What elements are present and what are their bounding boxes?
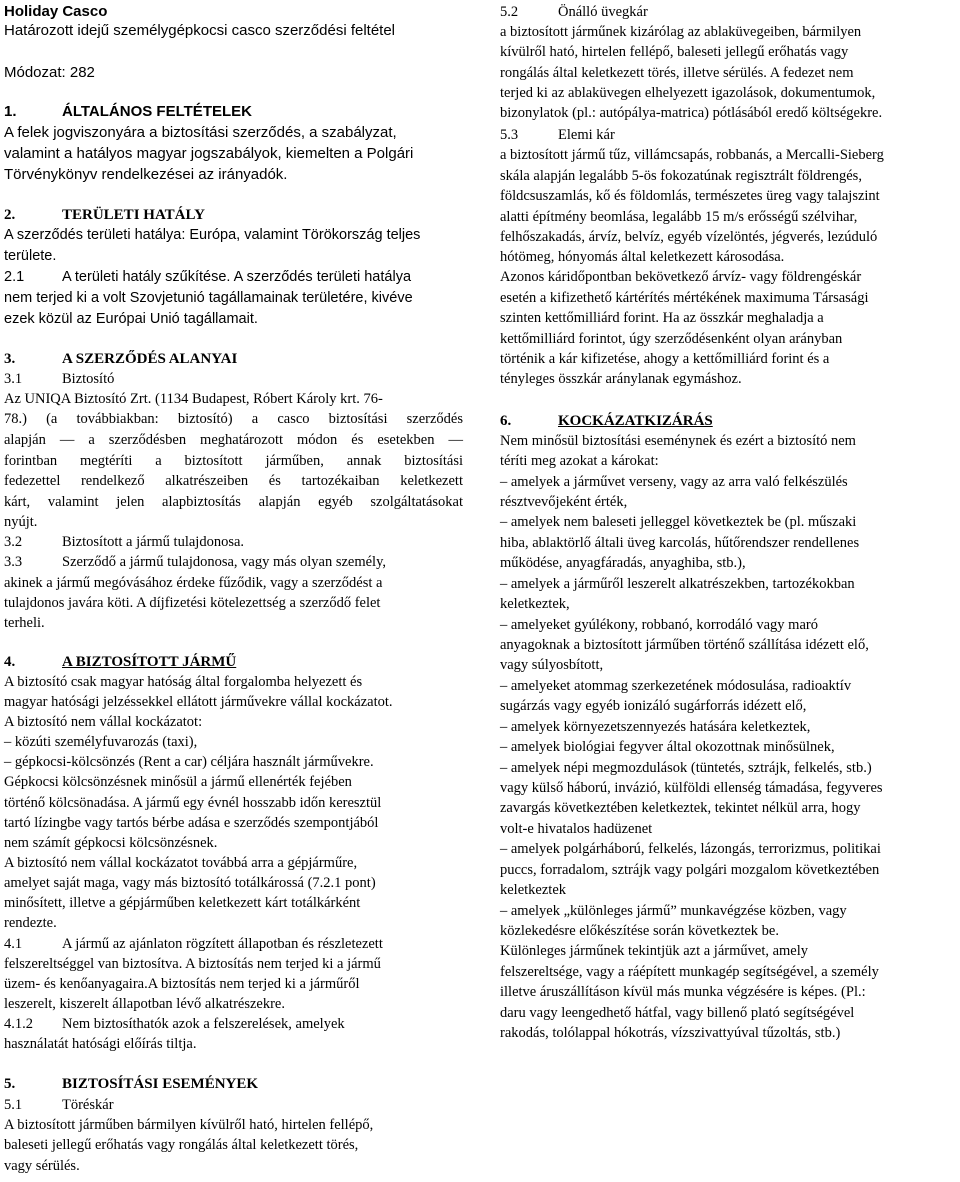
section-5-3-number: 5.3 <box>500 127 519 143</box>
section-5-3-line: szinten kettőmilliárd forint. Ha az összkár meghaladja a <box>500 310 824 326</box>
section-6-line: daru vagy leengedhető hátfal, vagy billenő plató segítségével <box>500 1005 855 1021</box>
section-2-1-line <box>4 268 411 286</box>
section-1-line: Törvénykönyv rendelkezései az irányadók. <box>4 166 288 183</box>
section-5-3-line: történik a kár kifizetése, ahogy a kettőmilliárd forint és a <box>500 351 830 367</box>
section-4-1-2-line <box>4 1015 345 1033</box>
section-3-1-title: Biztosító <box>62 371 115 387</box>
section-6-line: – amelyeket atommag szerkezetének módosulása, radioaktív <box>500 678 852 694</box>
section-3-2-line <box>4 533 244 551</box>
section-4-line: nem számít gépkocsi kölcsönzésnek. <box>4 835 218 851</box>
section-1-heading <box>4 103 252 121</box>
section-4-line: A biztosító csak magyar hatóság által forgalomba helyezett és <box>4 674 363 690</box>
section-3-3-line <box>4 553 386 571</box>
doc-title: Holiday Casco <box>4 3 108 20</box>
section-4-line: magyar hatósági jelzéssekkel ellátott járművekre vállal kockázatot. <box>4 694 393 710</box>
section-3-1-line: kárt, valamint jelen alapbiztosítás alapján egyéb szolgáltatásokat <box>4 494 463 510</box>
section-6-line: illetve áruszállításon kívül más munka végzésére is képes. (Pl.: <box>500 984 866 1000</box>
section-5-2-heading <box>500 3 648 21</box>
section-4-number: 4. <box>4 654 16 670</box>
section-6-line: felszereltsége, vagy a ráépített munkagép segítségével, a személy <box>500 964 879 980</box>
section-6-line: – amelyek nem baleseti jelleggel következtek be (pl. műszaki <box>500 514 857 530</box>
section-3-2-text: Biztosított a jármű tulajdonosa. <box>62 534 245 550</box>
section-6-line: – amelyek biológiai fegyver által okozottnak minősülnek, <box>500 739 835 755</box>
section-5-3-heading <box>500 126 615 144</box>
section-2-title: TERÜLETI HATÁLY <box>62 207 205 223</box>
modozat: Módozat: 282 <box>4 64 95 81</box>
section-4-line: – gépkocsi-kölcsönzés (Rent a car) céljára használt járművekre. <box>4 754 374 770</box>
section-4-1-2-text: Nem biztosíthatók azok a felszerelések, amelyek <box>62 1016 345 1032</box>
section-4-1-text: A jármű az ajánlaton rögzített állapotban és részletezett <box>62 936 383 952</box>
section-4-1-2-number: 4.1.2 <box>4 1016 33 1032</box>
section-6-line: zavargás következtében keletkeztek, tekintet nélkül arra, hogy <box>500 800 861 816</box>
section-5-2-number: 5.2 <box>500 4 519 20</box>
section-5-1-number: 5.1 <box>4 1097 23 1113</box>
section-2-heading <box>4 206 205 224</box>
section-5-2-line: a biztosított járműnek kizárólag az ablaküvegeiben, bármilyen <box>500 24 862 40</box>
section-3-2-number: 3.2 <box>4 534 23 550</box>
section-6-heading <box>500 412 713 430</box>
section-2-1-title: A területi hatály szűkítése. <box>62 269 231 285</box>
section-4-heading <box>4 653 236 671</box>
section-6-line: rakodás, tolólappal hókotrás, vízszivattyúval tűzoltás, stb.) <box>500 1025 841 1041</box>
section-2-1-line: nem terjed ki a volt Szovjetunió tagállamainak területére, kivéve <box>4 290 413 306</box>
section-3-number: 3. <box>4 351 16 367</box>
section-6-line: téríti meg azokat a károkat: <box>500 453 659 469</box>
section-6-line: Különleges járműnek tekintjük azt a járművet, amely <box>500 943 809 959</box>
section-5-title: BIZTOSÍTÁSI ESEMÉNYEK <box>62 1076 259 1092</box>
section-1-line: valamint a hatályos magyar jogszabályok, kiemelten a Polgári <box>4 145 414 162</box>
section-6-line: keletkeztek, <box>500 596 570 612</box>
section-5-3-line: földcsuszamlás, kő és földomlás, természetes üreg vagy talajszint <box>500 188 880 204</box>
section-5-2-line: rongálás által keletkezett törés, illetve sérülés. A fedezet nem <box>500 65 854 81</box>
section-4-line: A biztosító nem vállal kockázatot továbbá arra a gépjárműre, <box>4 855 358 871</box>
section-4-1-line <box>4 935 383 953</box>
section-4-1-line: felszereltséggel van biztosítva. A biztosítás nem terjed ki a jármű <box>4 956 381 972</box>
section-6-line: – amelyek környezetszennyezés hatására keletkeztek, <box>500 719 811 735</box>
section-5-3-line: skála alapján legalább 5-ös fokozatúnak regisztrált földrengés, <box>500 168 862 184</box>
section-5-1-title: Töréskár <box>62 1097 114 1113</box>
section-1-line: A felek jogviszonyára a biztosítási szerződés, a szabályzat, <box>4 124 397 141</box>
section-5-heading <box>4 1075 258 1093</box>
section-4-line: amelyet saját maga, vagy más biztosító totálkárossá (7.2.1 pont) <box>4 875 376 891</box>
section-6-line: puccs, forradalom, sztrájk vagy polgári mozgalom következtében <box>500 862 880 878</box>
section-6-line: hiba, ablaktörlő általi üveg karcolás, hűtőrendszer rendellenes <box>500 535 860 551</box>
section-5-2-line: terjed ki az ablaküvegen elhelyezett igazolások, dokumentumok, <box>500 85 876 101</box>
section-2-1-number: 2.1 <box>4 269 25 285</box>
section-4-line: rendezte. <box>4 915 57 931</box>
section-4-line: minősített, illetve a gépjárműben keletkezett kárt totálkárként <box>4 895 361 911</box>
section-6-line: vagy külső háború, invázió, külföldi ellenség támadása, fegyveres <box>500 780 883 796</box>
section-3-heading <box>4 350 237 368</box>
section-6-line: – amelyek a járművet verseny, vagy az arra való felkészülés <box>500 474 848 490</box>
section-3-1-number: 3.1 <box>4 371 23 387</box>
section-5-2-line: bizonylatok (pl.: autópálya-matrica) pótlásából eredő költségekre. <box>500 105 883 121</box>
section-4-1-2-line: használatát hatósági előírás tiltja. <box>4 1036 197 1052</box>
section-5-3-line: kettőmilliárd forintot, úgy szerződésenként olyan arányban <box>500 331 843 347</box>
section-6-line: résztvevőjeként érték, <box>500 494 628 510</box>
section-5-3-line: alatti építmény beomlása, legalább 15 m/s erősségű szélvihar, <box>500 209 858 225</box>
section-6-line: volt-e hivatalos hadüzenet <box>500 821 653 837</box>
section-2-1-line: ezek közül az Európai Unió tagállamait. <box>4 311 258 327</box>
section-3-3-text: Szerződő a jármű tulajdonosa, vagy más olyan személy, <box>62 554 387 570</box>
section-5-3-title: Elemi kár <box>558 127 615 143</box>
section-6-number: 6. <box>500 413 512 429</box>
section-3-1-line: forintban megtéríti a biztosított járműben, annak biztosítási <box>4 453 463 469</box>
section-6-title: KOCKÁZATKIZÁRÁS <box>558 413 713 429</box>
section-5-1-line: vagy sérülés. <box>4 1158 80 1174</box>
section-6-line: sugárzás vagy egyéb ionizáló sugárforrás idézett elő, <box>500 698 807 714</box>
section-6-line: vagy súlyosbított, <box>500 657 604 673</box>
section-3-1-line: fedezettel rendelkező alkatrészeiben és tartozékaiban keletkezett <box>4 473 463 489</box>
section-4-1-number: 4.1 <box>4 936 23 952</box>
section-5-number: 5. <box>4 1076 16 1092</box>
section-6-line: – amelyek polgárháború, felkelés, lázongás, terrorizmus, politikai <box>500 841 881 857</box>
section-4-line: A biztosító nem vállal kockázatot: <box>4 714 203 730</box>
section-5-1-heading <box>4 1096 114 1114</box>
section-5-2-title: Önálló üvegkár <box>558 4 648 20</box>
section-6-line: – amelyek népi megmozdulások (tüntetés, sztrájk, felkelés, stb.) <box>500 760 872 776</box>
section-4-1-line: üzem- és kenőanyagaira.A biztosítás nem terjed ki a járműről <box>4 976 360 992</box>
section-5-3-line: felhőszakadás, árvíz, belvíz, egyéb vízelöntés, jégverés, lezúduló <box>500 229 878 245</box>
section-6-line: közlekedésre előkészítése során következtek be. <box>500 923 779 939</box>
section-5-1-line: baleseti jellegű erőhatás vagy rongálás által keletkezett törés, <box>4 1137 359 1153</box>
section-1-number: 1. <box>4 103 17 120</box>
section-4-title: A BIZTOSÍTOTT JÁRMŰ <box>62 654 237 670</box>
section-1-title: ÁLTALÁNOS FELTÉTELEK <box>62 103 252 120</box>
section-3-1-line: alapján — a szerződésben meghatározott módon és esetekben — <box>4 432 463 448</box>
section-2-line: területe. <box>4 248 57 264</box>
section-5-1-line: A biztosított járműben bármilyen kívülről ható, hirtelen fellépő, <box>4 1117 374 1133</box>
section-5-3-line: Azonos káridőpontban bekövetkező árvíz- vagy földrengéskár <box>500 269 862 285</box>
section-3-3-line: terheli. <box>4 615 45 631</box>
section-2-1-text: A szerződés területi hatálya <box>230 269 412 285</box>
section-5-2-line: kívülről ható, hirtelen fellépő, baleseti jellegű erőhatás vagy <box>500 44 849 60</box>
section-4-line: tartó lízingbe vagy tartós bérbe adása e szerződés szempontjából <box>4 815 379 831</box>
section-3-1-line: Az UNIQA Biztosító Zrt. (1134 Budapest, Róbert Károly krt. 76- <box>4 391 383 407</box>
section-4-line: Gépkocsi kölcsönzésnek minősül a jármű ellenérték fejében <box>4 774 352 790</box>
section-5-3-line: tényleges összkár aránylanak egymáshoz. <box>500 371 742 387</box>
section-3-1-heading <box>4 370 114 388</box>
section-6-line: keletkeztek <box>500 882 567 898</box>
section-5-3-line: a biztosított jármű tűz, villámcsapás, robbanás, a Mercalli-Sieberg <box>500 147 884 163</box>
doc-subtitle: Határozott idejű személygépkocsi casco szerződési feltétel <box>4 22 396 39</box>
section-4-1-line: leszerelt, kiszerelt állapotban lévő alkatrészekre. <box>4 996 285 1012</box>
section-6-line: – amelyek a járműről leszerelt alkatrészekben, tartozékokban <box>500 576 855 592</box>
section-6-line: – amelyeket gyúlékony, robbanó, korrodáló vagy maró <box>500 617 818 633</box>
section-3-3-number: 3.3 <box>4 554 23 570</box>
section-6-line: Nem minősül biztosítási eseménynek és ezért a biztosító nem <box>500 433 856 449</box>
section-6-line: működése, anyagfáradás, anyaghiba, stb.), <box>500 555 746 571</box>
section-2-number: 2. <box>4 207 16 223</box>
section-4-line: történő kölcsönadása. A jármű egy évnél hosszabb időn keresztül <box>4 795 382 811</box>
section-6-line: – amelyek „különleges jármű” munkavégzése közben, vagy <box>500 903 847 919</box>
section-5-3-line: esetén a kifizethető kártérítés mértékének maximuma Társasági <box>500 290 869 306</box>
section-4-line: – közúti személyfuvarozás (taxi), <box>4 734 198 750</box>
section-6-line: anyagoknak a biztosított járműben történő szállítása idézett elő, <box>500 637 869 653</box>
section-3-3-line: akinek a jármű megóvásához érdeke fűződik, vagy a szerződést a <box>4 575 383 591</box>
section-3-1-line: 78.) (a továbbiakban: biztosító) a casco biztosítási szerződés <box>4 411 463 427</box>
section-3-title: A SZERZŐDÉS ALANYAI <box>62 351 238 367</box>
section-3-3-line: tulajdonos javára köti. A díjfizetési kötelezettség a szerződő felet <box>4 595 381 611</box>
section-3-1-line: nyújt. <box>4 514 38 530</box>
section-5-3-line: hótömeg, hónyomás által keletkezett károsodása. <box>500 249 785 265</box>
section-2-line: A szerződés területi hatálya: Európa, valamint Törökország teljes <box>4 227 421 243</box>
